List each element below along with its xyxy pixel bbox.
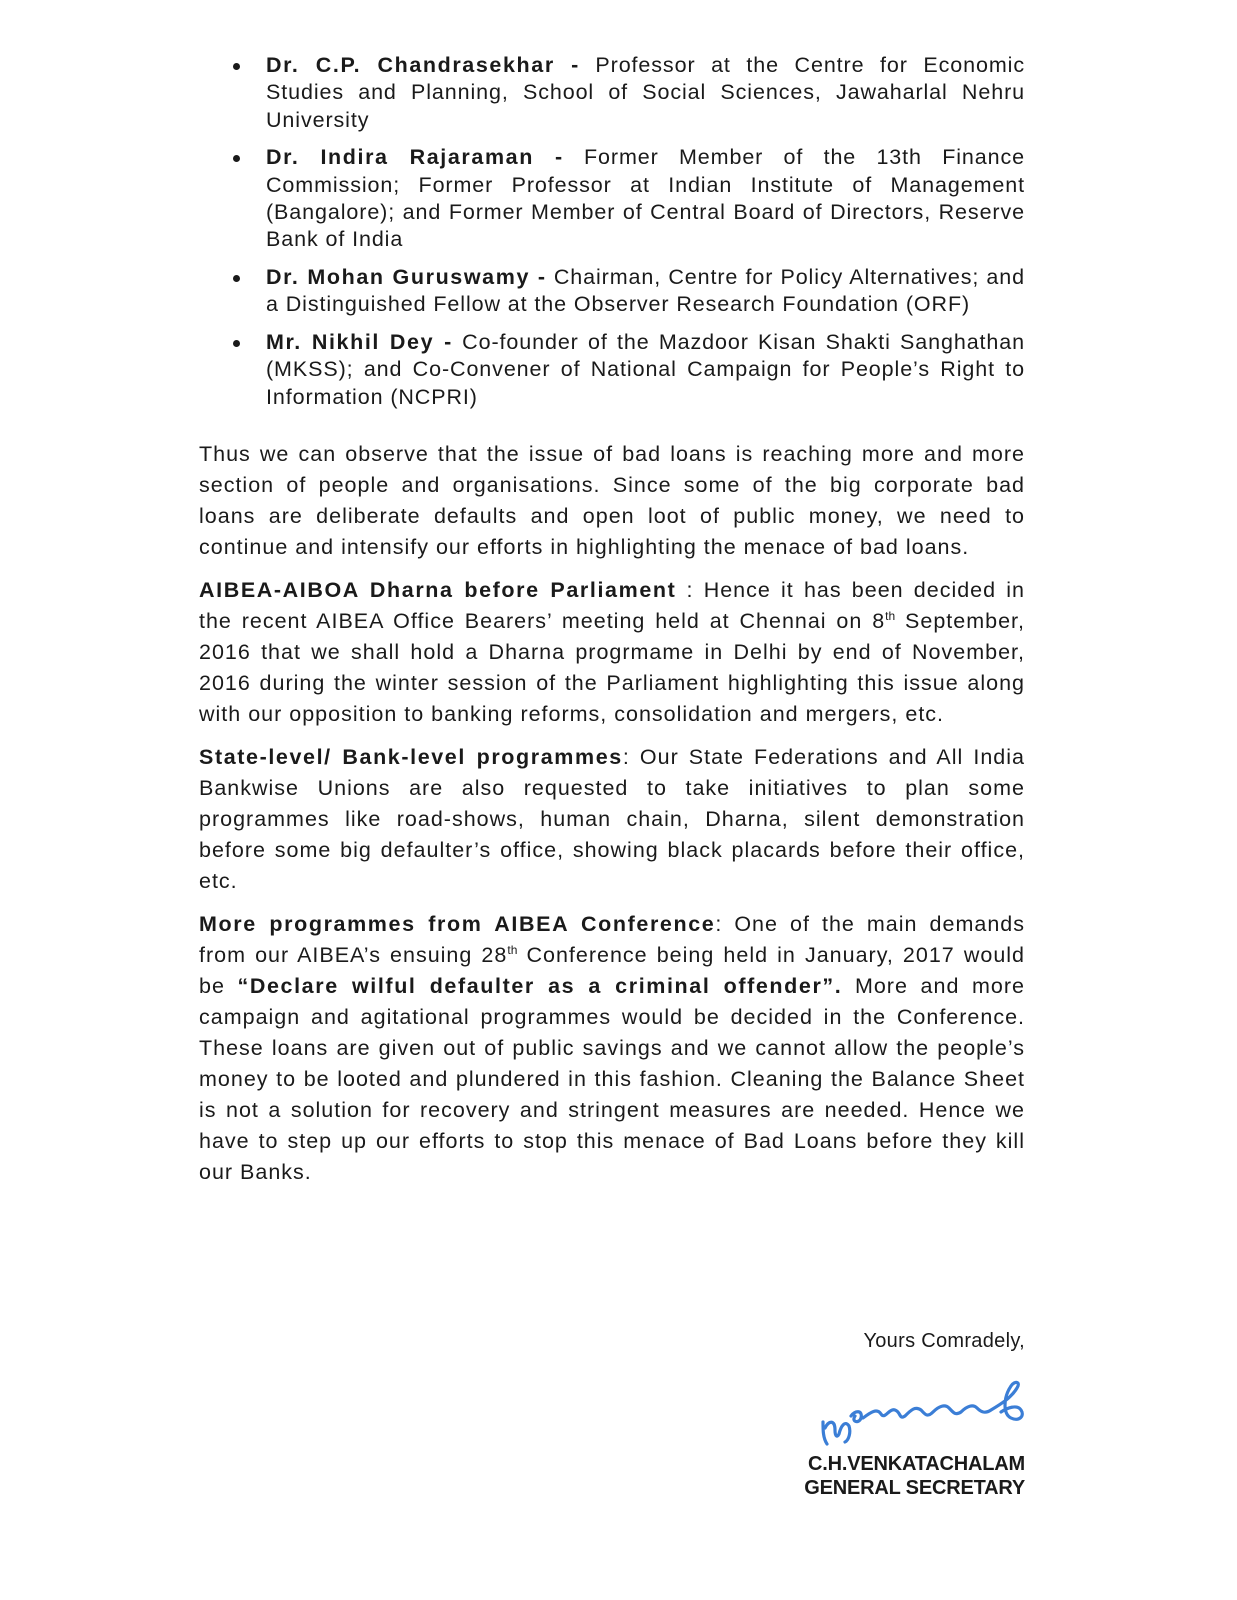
state-level-paragraph [199, 742, 1025, 897]
panelist-name: Dr. Indira Rajaraman - [266, 145, 564, 170]
conference-text: One of the main demands from our AIBEA’s ensuing 28 [199, 912, 1025, 968]
panelist-description: Professor at the Centre for Economic Studies and Planning, School of Social Sciences, Jawaharlal Nehru University [266, 53, 1025, 132]
list-item [199, 52, 1025, 134]
signature-icon [815, 1378, 1030, 1448]
signatory-title: GENERAL SECRETARY [804, 1477, 1025, 1499]
dharna-heading: AIBEA-AIBOA Dharna before Parliament [199, 578, 677, 603]
list-item [199, 144, 1025, 253]
conference-heading: More programmes from AIBEA Conference [199, 912, 716, 937]
state-level-text: Our State Federations and All India Bankwise Unions are also requested to take initiatives to plan some programmes like road-shows, human chain, Dharna, silent demonstration before some big defaulter’s office, showing black placards before their office, etc. [199, 745, 1025, 894]
panelist-name: Dr. C.P. Chandrasekhar - [266, 53, 580, 77]
bullet-icon [233, 63, 240, 70]
dharna-text: Hence it has been decided in the recent AIBEA Office Bearers’ meeting held at Chennai on 8 [199, 578, 1026, 634]
dharna-paragraph [199, 575, 1025, 730]
panelist-description: Chairman, Centre for Policy Alternatives; and a Distinguished Fellow at the Observer Research Foundation (ORF) [266, 265, 1025, 317]
conference-text-mid: Conference being held in January, 2017 would be [199, 943, 1026, 999]
document-page [199, 52, 1025, 1200]
panelist-list [199, 52, 1025, 411]
panelist-name: Dr. Mohan Guruswamy - [266, 265, 547, 290]
bullet-icon [233, 275, 240, 282]
ordinal-suffix: th [507, 942, 518, 957]
signatory-name: C.H.VENKATACHALAM [808, 1453, 1025, 1475]
panelist-description: Former Member of the 13th Finance Commission; Former Professor at Indian Institute of Management (Bangalore); and Former Member of Central Board of Directors, Reserve Bank of India [266, 145, 1025, 252]
separator: : [715, 912, 735, 937]
list-item [199, 329, 1025, 411]
ordinal-suffix: th [885, 608, 896, 623]
separator: : [622, 745, 640, 770]
panelist-name: Mr. Nikhil Dey - [266, 330, 453, 355]
bullet-icon [233, 155, 240, 162]
list-item [199, 264, 1025, 319]
separator: : [676, 578, 704, 603]
observation-paragraph: Thus we can observe that the issue of bad loans is reaching more and more section of people and organisations. Since some of the big corporate bad loans are deliberate defaults and open loot of public money, we need to continue and intensify our efforts in highlighting the menace of bad loans. [199, 442, 1025, 560]
conference-text-end: More and more campaign and agitational programmes would be decided in the Conference. These loans are given out of public savings and we cannot allow the people’s money to be looted and plundered in this fashion. Cleaning the Balance Sheet is not a solution for recovery and stringent measures are needed. Hence we have to step up our efforts to stop this menace of Bad Loans before they kill our Banks. [199, 974, 1025, 1185]
dharna-text-cont: September, 2016 that we shall hold a Dharna progrmame in Delhi by end of November, 2016 during the winter session of the Parliament highlighting this issue along with our opposition to banking reforms, consolidation and mergers, etc. [199, 609, 1025, 727]
bullet-icon [233, 340, 240, 347]
signatory-block [804, 1452, 1025, 1500]
state-level-heading: State-level/ Bank-level programmes [199, 745, 623, 770]
conference-paragraph [199, 909, 1025, 1188]
panelist-description: Co-founder of the Mazdoor Kisan Shakti Sanghathan (MKSS); and Co-Convener of National Campaign for People’s Right to Information (NCPRI) [266, 330, 1025, 409]
demand-quote: “Declare wilful defaulter as a criminal offender”. [237, 974, 843, 999]
closing-salutation: Yours Comradely, [863, 1330, 1025, 1352]
